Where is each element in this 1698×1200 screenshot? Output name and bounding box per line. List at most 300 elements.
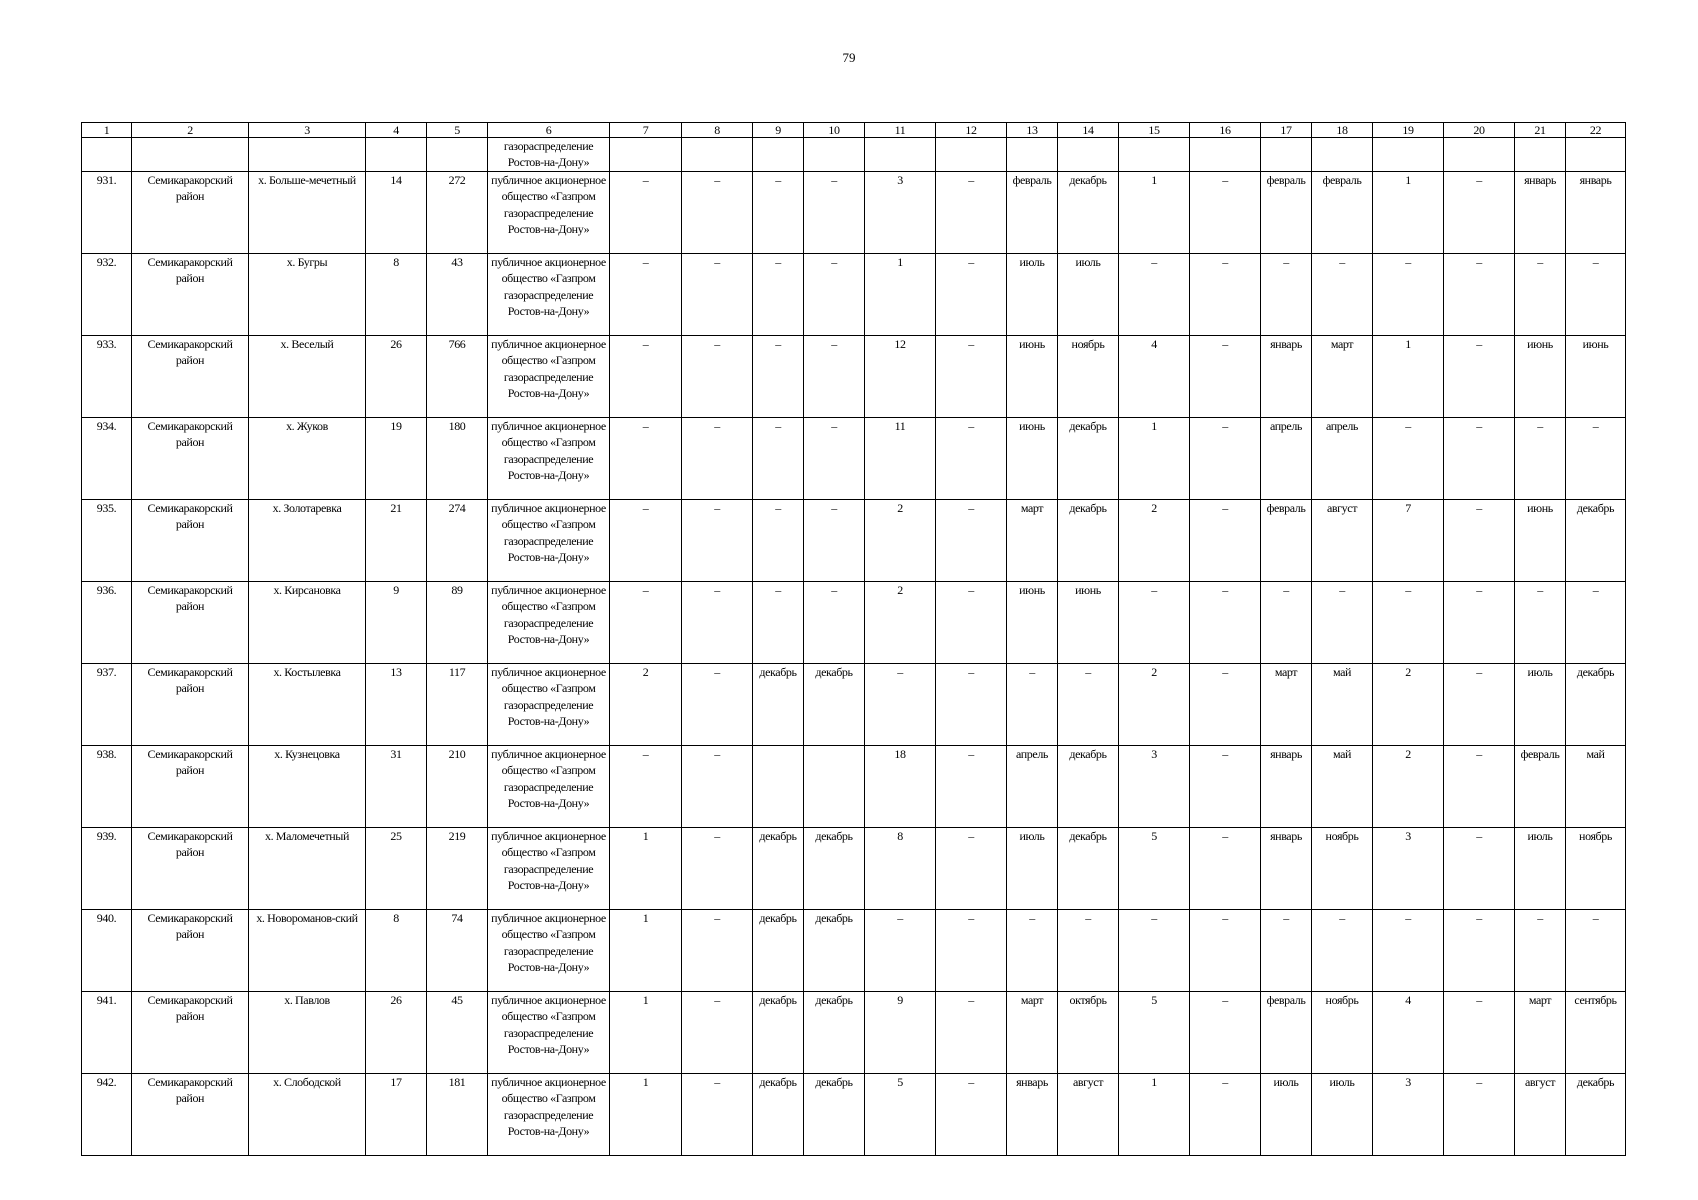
table-cell-col-1: 932.	[82, 253, 132, 335]
table-cell-col-12: –	[936, 827, 1007, 909]
table-cell-col-17: февраль	[1261, 171, 1312, 253]
table-cell-col-12: –	[936, 745, 1007, 827]
column-header-15: 15	[1119, 123, 1190, 138]
table-cell-col-22: сентябрь	[1566, 991, 1626, 1073]
table-cell-col-7: –	[610, 581, 682, 663]
table-cell-col-17: –	[1261, 909, 1312, 991]
table-cell-col-17: январь	[1261, 827, 1312, 909]
table-cell-col-7: –	[610, 745, 682, 827]
continuation-cell-9	[753, 138, 804, 172]
table-cell-col-9: –	[753, 335, 804, 417]
column-header-16: 16	[1190, 123, 1261, 138]
table-cell-col-13: –	[1007, 663, 1058, 745]
table-cell-col-4: 13	[366, 663, 427, 745]
table-cell-col-10: –	[804, 581, 865, 663]
column-header-3: 3	[249, 123, 366, 138]
continuation-row	[82, 138, 1626, 172]
table-cell-col-13: июнь	[1007, 581, 1058, 663]
table-cell-col-2: Семикаракорский район	[132, 335, 249, 417]
continuation-cell-20	[1444, 138, 1515, 172]
table-cell-col-13: апрель	[1007, 745, 1058, 827]
column-header-7: 7	[610, 123, 682, 138]
column-header-13: 13	[1007, 123, 1058, 138]
table-cell-col-4: 17	[366, 1073, 427, 1155]
table-cell-col-22: июнь	[1566, 335, 1626, 417]
table-cell-col-13: июнь	[1007, 417, 1058, 499]
table-cell-col-2: Семикаракорский район	[132, 827, 249, 909]
table-cell-col-1: 942.	[82, 1073, 132, 1155]
table-cell-col-19: 4	[1373, 991, 1444, 1073]
table-cell-col-22: январь	[1566, 171, 1626, 253]
table-cell-col-12: –	[936, 663, 1007, 745]
table-cell-col-9: декабрь	[753, 1073, 804, 1155]
table-row	[82, 663, 1626, 745]
table-cell-col-21: июль	[1515, 663, 1566, 745]
table-cell-col-19: 1	[1373, 335, 1444, 417]
table-cell-col-16: –	[1190, 827, 1261, 909]
table-row	[82, 417, 1626, 499]
continuation-cell-12	[936, 138, 1007, 172]
table-cell-col-6: публичное акционерное общество «Газпром газораспределение Ростов-на-Дону»	[488, 663, 610, 745]
table-cell-col-4: 19	[366, 417, 427, 499]
table-cell-col-15: 1	[1119, 1073, 1190, 1155]
table-row	[82, 335, 1626, 417]
table-cell-col-13: июль	[1007, 827, 1058, 909]
table-cell-col-7: –	[610, 417, 682, 499]
table-cell-col-22: декабрь	[1566, 1073, 1626, 1155]
table-cell-col-9	[753, 745, 804, 827]
table-cell-col-19: 2	[1373, 745, 1444, 827]
table-cell-col-1: 940.	[82, 909, 132, 991]
table-cell-col-3: х. Новороманов-ский	[249, 909, 366, 991]
table-cell-col-7: 1	[610, 1073, 682, 1155]
table-row	[82, 745, 1626, 827]
table-cell-col-3: х. Кирсановка	[249, 581, 366, 663]
column-header-5: 5	[427, 123, 488, 138]
continuation-cell-17	[1261, 138, 1312, 172]
table-cell-col-3: х. Павлов	[249, 991, 366, 1073]
table-cell-col-5: 766	[427, 335, 488, 417]
table-cell-col-6: публичное акционерное общество «Газпром газораспределение Ростов-на-Дону»	[488, 991, 610, 1073]
table-cell-col-10: декабрь	[804, 909, 865, 991]
column-header-8: 8	[682, 123, 753, 138]
table-cell-col-20: –	[1444, 581, 1515, 663]
table-cell-col-12: –	[936, 417, 1007, 499]
table-cell-col-6: публичное акционерное общество «Газпром газораспределение Ростов-на-Дону»	[488, 581, 610, 663]
table-cell-col-21: февраль	[1515, 745, 1566, 827]
table-cell-col-11: 5	[865, 1073, 936, 1155]
table-cell-col-22: –	[1566, 417, 1626, 499]
table-cell-col-22: –	[1566, 581, 1626, 663]
table-cell-col-17: февраль	[1261, 499, 1312, 581]
table-cell-col-9: –	[753, 171, 804, 253]
table-cell-col-13: январь	[1007, 1073, 1058, 1155]
table-cell-col-4: 25	[366, 827, 427, 909]
table-cell-col-9: –	[753, 581, 804, 663]
column-header-18: 18	[1312, 123, 1373, 138]
table-cell-col-11: 8	[865, 827, 936, 909]
table-cell-col-1: 931.	[82, 171, 132, 253]
table-row	[82, 827, 1626, 909]
table-cell-col-5: 180	[427, 417, 488, 499]
table-cell-col-17: –	[1261, 581, 1312, 663]
table-row	[82, 253, 1626, 335]
table-cell-col-15: –	[1119, 253, 1190, 335]
table-cell-col-3: х. Костылевка	[249, 663, 366, 745]
continuation-cell-8	[682, 138, 753, 172]
table-cell-col-2: Семикаракорский район	[132, 909, 249, 991]
table-cell-col-1: 934.	[82, 417, 132, 499]
table-cell-col-12: –	[936, 335, 1007, 417]
column-header-10: 10	[804, 123, 865, 138]
table-cell-col-3: х. Бугры	[249, 253, 366, 335]
table-cell-col-2: Семикаракорский район	[132, 1073, 249, 1155]
table-cell-col-20: –	[1444, 991, 1515, 1073]
table-cell-col-18: август	[1312, 499, 1373, 581]
table-cell-col-9: –	[753, 253, 804, 335]
column-number-row	[82, 123, 1626, 138]
table-cell-col-18: –	[1312, 253, 1373, 335]
table-cell-col-21: август	[1515, 1073, 1566, 1155]
table-cell-col-12: –	[936, 581, 1007, 663]
table-cell-col-1: 936.	[82, 581, 132, 663]
table-cell-col-4: 31	[366, 745, 427, 827]
continuation-cell-2	[132, 138, 249, 172]
table-cell-col-1: 935.	[82, 499, 132, 581]
table-cell-col-11: 3	[865, 171, 936, 253]
continuation-cell-14	[1058, 138, 1119, 172]
table-cell-col-5: 272	[427, 171, 488, 253]
data-table	[81, 122, 1626, 1156]
table-cell-col-2: Семикаракорский район	[132, 663, 249, 745]
table-cell-col-14: –	[1058, 663, 1119, 745]
table-cell-col-4: 21	[366, 499, 427, 581]
table-cell-col-15: 1	[1119, 171, 1190, 253]
table-cell-col-4: 8	[366, 253, 427, 335]
table-cell-col-14: декабрь	[1058, 499, 1119, 581]
table-cell-col-9: декабрь	[753, 909, 804, 991]
table-cell-col-4: 9	[366, 581, 427, 663]
column-header-4: 4	[366, 123, 427, 138]
table-cell-col-7: –	[610, 499, 682, 581]
table-cell-col-9: декабрь	[753, 991, 804, 1073]
table-cell-col-3: х. Золотаревка	[249, 499, 366, 581]
table-cell-col-9: декабрь	[753, 663, 804, 745]
table-cell-col-20: –	[1444, 253, 1515, 335]
table-cell-col-6: публичное акционерное общество «Газпром газораспределение Ростов-на-Дону»	[488, 335, 610, 417]
table-cell-col-8: –	[682, 499, 753, 581]
table-cell-col-19: –	[1373, 581, 1444, 663]
table-body	[82, 138, 1626, 1156]
table-cell-col-16: –	[1190, 417, 1261, 499]
table-cell-col-14: июнь	[1058, 581, 1119, 663]
table-cell-col-5: 89	[427, 581, 488, 663]
table-cell-col-12: –	[936, 909, 1007, 991]
table-cell-col-7: 1	[610, 827, 682, 909]
table-cell-col-22: ноябрь	[1566, 827, 1626, 909]
table-cell-col-1: 937.	[82, 663, 132, 745]
table-cell-col-18: июль	[1312, 1073, 1373, 1155]
table-cell-col-12: –	[936, 991, 1007, 1073]
table-cell-col-6: публичное акционерное общество «Газпром газораспределение Ростов-на-Дону»	[488, 171, 610, 253]
table-cell-col-14: июль	[1058, 253, 1119, 335]
table-cell-col-22: –	[1566, 253, 1626, 335]
table-cell-col-4: 8	[366, 909, 427, 991]
table-cell-col-21: июнь	[1515, 335, 1566, 417]
table-cell-col-18: –	[1312, 581, 1373, 663]
column-header-6: 6	[488, 123, 610, 138]
table-cell-col-17: февраль	[1261, 991, 1312, 1073]
table-cell-col-5: 74	[427, 909, 488, 991]
table-cell-col-8: –	[682, 171, 753, 253]
table-row	[82, 581, 1626, 663]
continuation-cell-1	[82, 138, 132, 172]
table-cell-col-19: 3	[1373, 1073, 1444, 1155]
table-cell-col-7: –	[610, 335, 682, 417]
table-cell-col-20: –	[1444, 827, 1515, 909]
table-cell-col-20: –	[1444, 1073, 1515, 1155]
table-cell-col-21: –	[1515, 253, 1566, 335]
page-number: 79	[842, 50, 856, 65]
table-cell-col-2: Семикаракорский район	[132, 417, 249, 499]
table-cell-col-4: 26	[366, 335, 427, 417]
table-cell-col-11: –	[865, 909, 936, 991]
table-cell-col-15: 5	[1119, 991, 1190, 1073]
table-cell-col-14: –	[1058, 909, 1119, 991]
table-row	[82, 909, 1626, 991]
table-cell-col-5: 274	[427, 499, 488, 581]
table-cell-col-17: март	[1261, 663, 1312, 745]
table-cell-col-5: 210	[427, 745, 488, 827]
table-cell-col-7: –	[610, 253, 682, 335]
column-header-17: 17	[1261, 123, 1312, 138]
table-cell-col-7: –	[610, 171, 682, 253]
table-cell-col-19: –	[1373, 417, 1444, 499]
table-cell-col-7: 2	[610, 663, 682, 745]
table-cell-col-17: январь	[1261, 745, 1312, 827]
table-cell-col-19: 7	[1373, 499, 1444, 581]
table-row	[82, 991, 1626, 1073]
table-cell-col-13: июнь	[1007, 335, 1058, 417]
table-cell-col-2: Семикаракорский район	[132, 499, 249, 581]
table-cell-col-8: –	[682, 253, 753, 335]
table-cell-col-6: публичное акционерное общество «Газпром газораспределение Ростов-на-Дону»	[488, 1073, 610, 1155]
table-cell-col-4: 26	[366, 991, 427, 1073]
continuation-cell-6: газораспределение Ростов-на-Дону»	[488, 138, 610, 172]
table-cell-col-14: декабрь	[1058, 417, 1119, 499]
table-cell-col-20: –	[1444, 745, 1515, 827]
table-cell-col-2: Семикаракорский район	[132, 991, 249, 1073]
table-cell-col-16: –	[1190, 991, 1261, 1073]
continuation-cell-18	[1312, 138, 1373, 172]
table-cell-col-10: декабрь	[804, 663, 865, 745]
table-cell-col-13: июль	[1007, 253, 1058, 335]
table-cell-col-6: публичное акционерное общество «Газпром газораспределение Ростов-на-Дону»	[488, 253, 610, 335]
table-cell-col-11: 1	[865, 253, 936, 335]
table-cell-col-17: июль	[1261, 1073, 1312, 1155]
table-cell-col-18: апрель	[1312, 417, 1373, 499]
table-cell-col-8: –	[682, 827, 753, 909]
continuation-cell-22	[1566, 138, 1626, 172]
table-cell-col-9: –	[753, 417, 804, 499]
table-cell-col-1: 933.	[82, 335, 132, 417]
table-cell-col-8: –	[682, 417, 753, 499]
table-cell-col-17: апрель	[1261, 417, 1312, 499]
table-cell-col-8: –	[682, 909, 753, 991]
table-cell-col-14: октябрь	[1058, 991, 1119, 1073]
table-cell-col-1: 941.	[82, 991, 132, 1073]
table-cell-col-13: март	[1007, 499, 1058, 581]
table-cell-col-20: –	[1444, 335, 1515, 417]
table-cell-col-20: –	[1444, 171, 1515, 253]
column-header-20: 20	[1444, 123, 1515, 138]
table-cell-col-17: –	[1261, 253, 1312, 335]
table-cell-col-13: –	[1007, 909, 1058, 991]
table-row	[82, 171, 1626, 253]
table-cell-col-8: –	[682, 581, 753, 663]
table-cell-col-18: февраль	[1312, 171, 1373, 253]
table-cell-col-9: –	[753, 499, 804, 581]
continuation-cell-13	[1007, 138, 1058, 172]
table-cell-col-13: февраль	[1007, 171, 1058, 253]
continuation-cell-16	[1190, 138, 1261, 172]
table-cell-col-9: декабрь	[753, 827, 804, 909]
table-cell-col-12: –	[936, 1073, 1007, 1155]
table-cell-col-21: –	[1515, 417, 1566, 499]
table-cell-col-1: 938.	[82, 745, 132, 827]
table-cell-col-18: –	[1312, 909, 1373, 991]
table-cell-col-15: 4	[1119, 335, 1190, 417]
table-cell-col-6: публичное акционерное общество «Газпром газораспределение Ростов-на-Дону»	[488, 827, 610, 909]
table-cell-col-3: х. Веселый	[249, 335, 366, 417]
table-cell-col-16: –	[1190, 745, 1261, 827]
table-cell-col-11: 12	[865, 335, 936, 417]
table-cell-col-8: –	[682, 1073, 753, 1155]
table-cell-col-2: Семикаракорский район	[132, 581, 249, 663]
column-header-19: 19	[1373, 123, 1444, 138]
table-cell-col-15: 3	[1119, 745, 1190, 827]
table-cell-col-3: х. Кузнецовка	[249, 745, 366, 827]
continuation-cell-21	[1515, 138, 1566, 172]
table-cell-col-3: х. Слободской	[249, 1073, 366, 1155]
table-cell-col-12: –	[936, 499, 1007, 581]
table-cell-col-10: декабрь	[804, 1073, 865, 1155]
table-cell-col-22: –	[1566, 909, 1626, 991]
table-cell-col-10: –	[804, 171, 865, 253]
table-cell-col-10: декабрь	[804, 827, 865, 909]
continuation-cell-5	[427, 138, 488, 172]
table-cell-col-19: –	[1373, 909, 1444, 991]
continuation-cell-3	[249, 138, 366, 172]
table-cell-col-5: 117	[427, 663, 488, 745]
table-cell-col-5: 219	[427, 827, 488, 909]
table-cell-col-22: декабрь	[1566, 663, 1626, 745]
table-cell-col-2: Семикаракорский район	[132, 745, 249, 827]
table-cell-col-7: 1	[610, 991, 682, 1073]
table-cell-col-13: март	[1007, 991, 1058, 1073]
table-cell-col-16: –	[1190, 663, 1261, 745]
table-cell-col-11: 2	[865, 581, 936, 663]
table-cell-col-6: публичное акционерное общество «Газпром газораспределение Ростов-на-Дону»	[488, 417, 610, 499]
table-cell-col-16: –	[1190, 581, 1261, 663]
table-cell-col-19: –	[1373, 253, 1444, 335]
table-cell-col-17: январь	[1261, 335, 1312, 417]
continuation-cell-15	[1119, 138, 1190, 172]
table-cell-col-4: 14	[366, 171, 427, 253]
table-row	[82, 499, 1626, 581]
continuation-cell-19	[1373, 138, 1444, 172]
continuation-cell-7	[610, 138, 682, 172]
table-cell-col-11: 11	[865, 417, 936, 499]
table-cell-col-10: –	[804, 253, 865, 335]
table-cell-col-10: –	[804, 499, 865, 581]
table-cell-col-8: –	[682, 991, 753, 1073]
table-cell-col-14: декабрь	[1058, 827, 1119, 909]
table-cell-col-18: ноябрь	[1312, 827, 1373, 909]
table-cell-col-20: –	[1444, 663, 1515, 745]
table-cell-col-18: май	[1312, 663, 1373, 745]
table-cell-col-16: –	[1190, 909, 1261, 991]
table-cell-col-15: 2	[1119, 663, 1190, 745]
column-header-21: 21	[1515, 123, 1566, 138]
table-cell-col-21: июль	[1515, 827, 1566, 909]
table-cell-col-5: 181	[427, 1073, 488, 1155]
table-cell-col-18: май	[1312, 745, 1373, 827]
table-cell-col-11: 2	[865, 499, 936, 581]
continuation-cell-10	[804, 138, 865, 172]
table-cell-col-2: Семикаракорский район	[132, 171, 249, 253]
table-cell-col-15: –	[1119, 909, 1190, 991]
table-cell-col-15: 5	[1119, 827, 1190, 909]
continuation-cell-11	[865, 138, 936, 172]
table-cell-col-12: –	[936, 171, 1007, 253]
table-cell-col-14: декабрь	[1058, 171, 1119, 253]
column-header-2: 2	[132, 123, 249, 138]
table-cell-col-21: январь	[1515, 171, 1566, 253]
table-cell-col-3: х. Маломечетный	[249, 827, 366, 909]
table-cell-col-16: –	[1190, 335, 1261, 417]
column-header-14: 14	[1058, 123, 1119, 138]
table-cell-col-11: –	[865, 663, 936, 745]
table-cell-col-8: –	[682, 745, 753, 827]
table-cell-col-3: х. Жуков	[249, 417, 366, 499]
table-cell-col-15: 2	[1119, 499, 1190, 581]
table-cell-col-6: публичное акционерное общество «Газпром газораспределение Ростов-на-Дону»	[488, 745, 610, 827]
table-cell-col-5: 45	[427, 991, 488, 1073]
table-row	[82, 1073, 1626, 1155]
table-cell-col-10	[804, 745, 865, 827]
table-cell-col-16: –	[1190, 499, 1261, 581]
table-cell-col-19: 2	[1373, 663, 1444, 745]
table-cell-col-21: –	[1515, 909, 1566, 991]
table-cell-col-8: –	[682, 663, 753, 745]
column-header-1: 1	[82, 123, 132, 138]
table-cell-col-21: март	[1515, 991, 1566, 1073]
table-cell-col-1: 939.	[82, 827, 132, 909]
table-cell-col-15: –	[1119, 581, 1190, 663]
column-header-9: 9	[753, 123, 804, 138]
column-header-12: 12	[936, 123, 1007, 138]
table-cell-col-18: ноябрь	[1312, 991, 1373, 1073]
table-cell-col-10: –	[804, 335, 865, 417]
table-cell-col-15: 1	[1119, 417, 1190, 499]
table-cell-col-12: –	[936, 253, 1007, 335]
continuation-cell-4	[366, 138, 427, 172]
table-cell-col-5: 43	[427, 253, 488, 335]
table-cell-col-11: 18	[865, 745, 936, 827]
table-cell-col-16: –	[1190, 1073, 1261, 1155]
table-cell-col-20: –	[1444, 499, 1515, 581]
